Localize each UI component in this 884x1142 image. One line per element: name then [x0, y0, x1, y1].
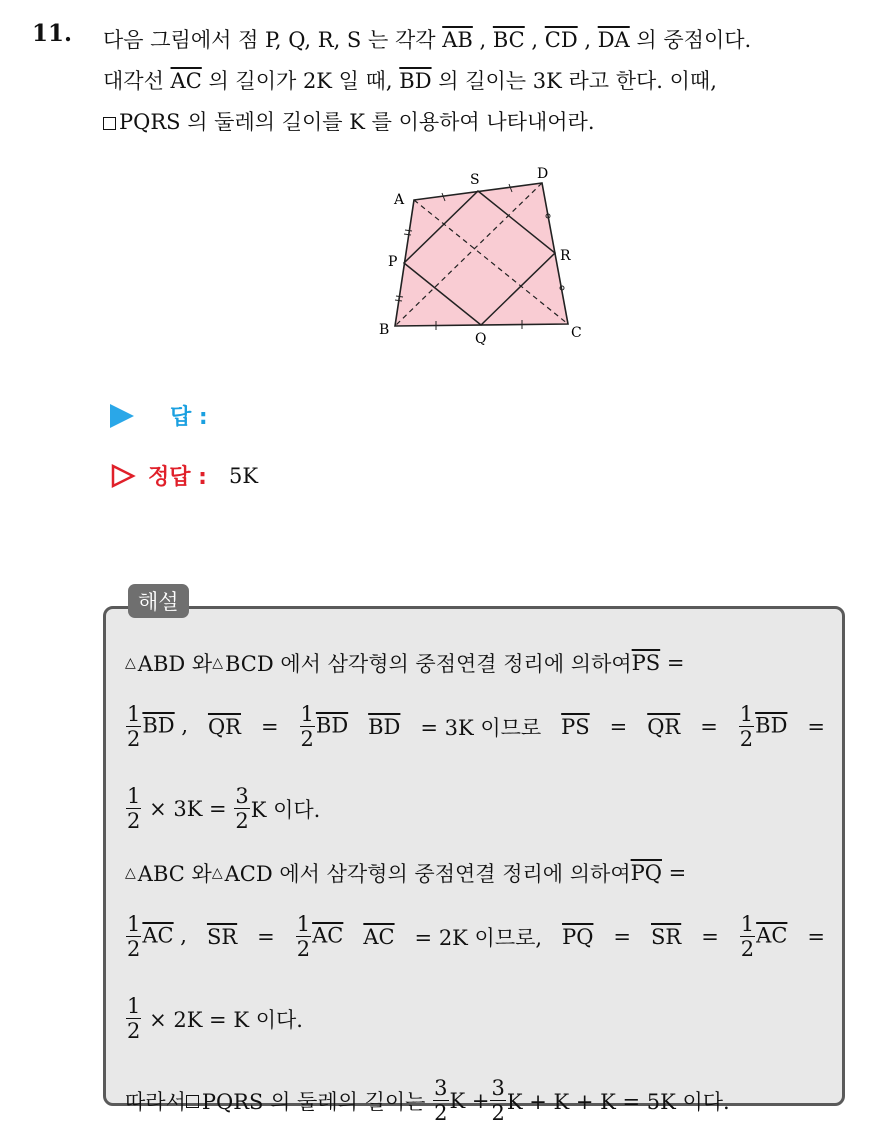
- solution-line-2: $\frac{1}{2}$ $\overline{BD}$ , $\overline{QR}$ = $\frac{1}{2}$ $\overline{BD}$ $\overline{BD}$ = 3K 이므로 $\overline{PS}$ = $\overline{QR}$ = $\frac{1}{2}$ $\overline{BD}$ =: [127, 702, 825, 751]
- label-a: A: [394, 192, 405, 208]
- solution-line-5: $\frac{1}{2}$ $\overline{AC}$ , $\overline{SR}$ = $\frac{1}{2}$ $\overline{AC}$ $\overline{AC}$ = 2K 이므로, $\overline{PQ}$ = $\overline{SR}$ = $\frac{1}{2}$ $\overline{AC}$ =: [127, 912, 825, 961]
- solution-line-7: 따라서 PQRS 의 둘레의 길이는 $\frac{3}{2}$ K + $\frac{3}{2}$ K + K + K = 5K 이다.: [125, 1076, 730, 1125]
- question-text: [103, 20, 873, 143]
- label-c: C: [571, 325, 582, 341]
- label-d: D: [537, 166, 549, 182]
- question-line-1: 다음 그림에서 점 P, Q, R, S 는 각각 $\overline{AB}$ , $\overline{BC}$ , $\overline{CD}$ , $\overline{DA}$ 의 중점이다.: [103, 28, 752, 52]
- answer-row: [110, 400, 208, 431]
- solution-tag: 해설: [128, 584, 189, 618]
- solution-line-6: $\frac{1}{2}$ × 2K = K 이다.: [127, 994, 303, 1043]
- correct-answer-label: 정답 :: [148, 465, 207, 490]
- question-line-3: PQRS 의 둘레의 길이를 K 를 이용하여 나타내어라.: [103, 102, 873, 143]
- solution-line-3: $\frac{1}{2}$ × 3K = $\frac{3}{2}$ K 이다.: [127, 784, 321, 833]
- correct-answer-row: [110, 460, 258, 491]
- quadrilateral-abcd: [395, 183, 568, 326]
- question-line-2: 대각선 $\overline{AC}$ 의 길이가 2K 일 때, $\overline{BD}$ 의 길이는 3K 라고 한다. 이때,: [103, 69, 717, 93]
- solution-line-1: △ ABD 와 △ BCD 에서 삼각형의 중점연결 정리에 의하여 $\overline{PS}$ =: [125, 651, 685, 676]
- question-number: 11.: [32, 20, 73, 47]
- outline-triangle-icon: [110, 463, 136, 489]
- label-p: P: [388, 254, 398, 270]
- solution-line-4: △ ABC 와 △ ACD 에서 삼각형의 중점연결 정리에 의하여 $\overline{PQ}$ =: [125, 861, 687, 886]
- correct-answer-value: 5K: [228, 463, 259, 488]
- label-s: S: [470, 172, 480, 188]
- quadrilateral-figure: [374, 160, 594, 350]
- answer-label: 답 :: [170, 405, 208, 430]
- label-b: B: [379, 322, 390, 338]
- play-triangle-icon: [110, 404, 134, 428]
- label-r: R: [560, 248, 571, 264]
- label-q: Q: [475, 331, 487, 347]
- solution-body: [125, 640, 825, 1142]
